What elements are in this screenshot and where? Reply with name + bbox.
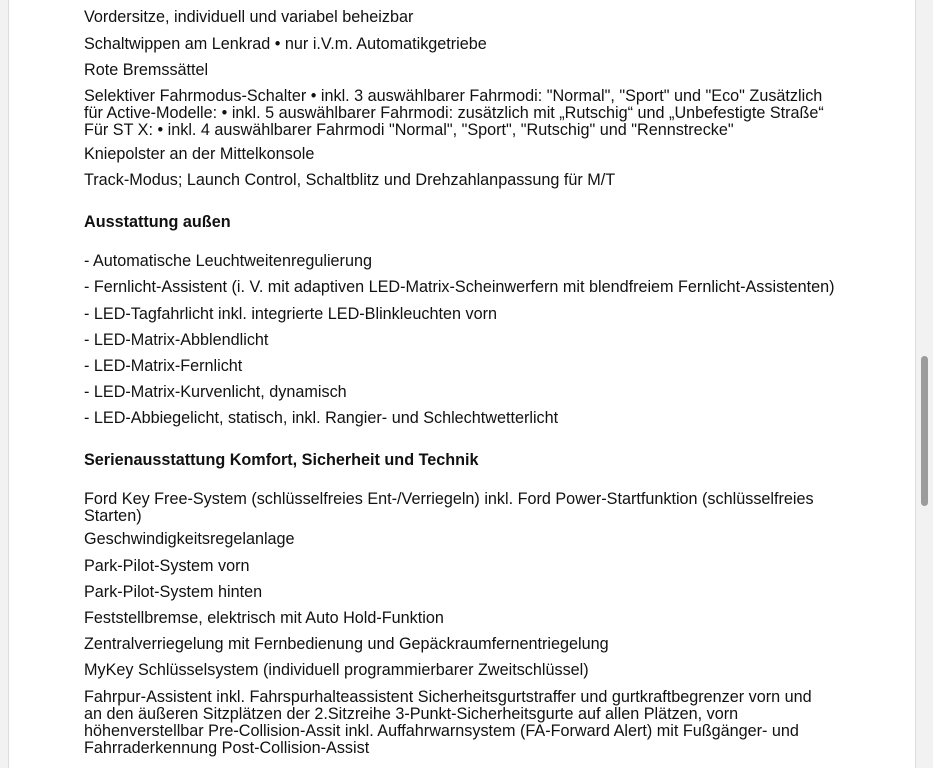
list-item: - LED-Matrix-Fernlicht <box>84 357 243 375</box>
list-item: - LED-Tagfahrlicht inkl. integrierte LED-Blinkleuchten vorn <box>84 305 497 323</box>
section-heading-exterior: Ausstattung außen <box>84 213 231 231</box>
document-page <box>8 0 916 768</box>
list-item: Geschwindigkeitsregelanlage <box>84 530 295 548</box>
list-item: Fahrpur-Assistent inkl. Fahrspurhalteassistent Sicherheitsgurtstraffer und gurtkraftbegrenzer vorn und an den äußeren Sitzplätzen der 2.Sitzreihe 3-Punkt-Sicherheitsgurte auf allen Plätzen, vorn höhenverstellbar Pre-Collision-Assit inkl. Auffahrwarnsystem (FA-Forward Alert) mit Fußgänger- und Fahrraderkennung Post-Collision-Assist <box>84 688 812 757</box>
list-item: Park-Pilot-System hinten <box>84 583 263 601</box>
section-heading-comfort: Serienausstattung Komfort, Sicherheit und Technik <box>84 451 479 469</box>
list-item: Ford Key Free-System (schlüsselfreies Ent-/Verriegeln) inkl. Ford Power-Startfunktion (schlüsselfreies Starten) <box>84 490 814 525</box>
list-item: Track-Modus; Launch Control, Schaltblitz und Drehzahlanpassung für M/T <box>84 171 616 189</box>
list-item: Rote Bremssättel <box>84 61 209 79</box>
list-item: MyKey Schlüsselsystem (individuell programmierbarer Zweitschlüssel) <box>84 661 589 679</box>
list-item: Park-Pilot-System vorn <box>84 557 250 575</box>
vertical-scrollbar[interactable] <box>919 0 929 768</box>
list-item: Kniepolster an der Mittelkonsole <box>84 145 315 163</box>
list-item: Schaltwippen am Lenkrad • nur i.V.m. Automatikgetriebe <box>84 35 487 53</box>
list-item: Zentralverriegelung mit Fernbedienung und Gepäckraumfernentriegelung <box>84 635 609 653</box>
list-item: - LED-Matrix-Abblendlicht <box>84 331 269 349</box>
list-item: - Automatische Leuchtweitenregulierung <box>84 252 372 270</box>
list-item: - Fernlicht-Assistent (i. V. mit adaptiven LED-Matrix-Scheinwerfern mit blendfreiem Fernlicht-Assistenten) <box>84 278 835 296</box>
list-item: Feststellbremse, elektrisch mit Auto Hold-Funktion <box>84 609 444 627</box>
scrollbar-thumb[interactable] <box>921 356 928 506</box>
list-item: - LED-Abbiegelicht, statisch, inkl. Rangier- und Schlechtwetterlicht <box>84 409 559 427</box>
list-item: Vordersitze, individuell und variabel beheizbar <box>84 8 414 26</box>
list-item: - LED-Matrix-Kurvenlicht, dynamisch <box>84 383 347 401</box>
list-item: Selektiver Fahrmodus-Schalter • inkl. 3 auswählbarer Fahrmodi: "Normal", "Sport" und "Eco" Zusätzlich für Active-Modelle: • inkl. 5 auswählbarer Fahrmodi: zusätzlich mit „Rutschig“ und „Unbefestigte Straße“ Für ST X: • inkl. 4 auswählbarer Fahrmodi "Normal", "Sport", "Rutschig" und "Rennstrecke" <box>84 87 824 139</box>
